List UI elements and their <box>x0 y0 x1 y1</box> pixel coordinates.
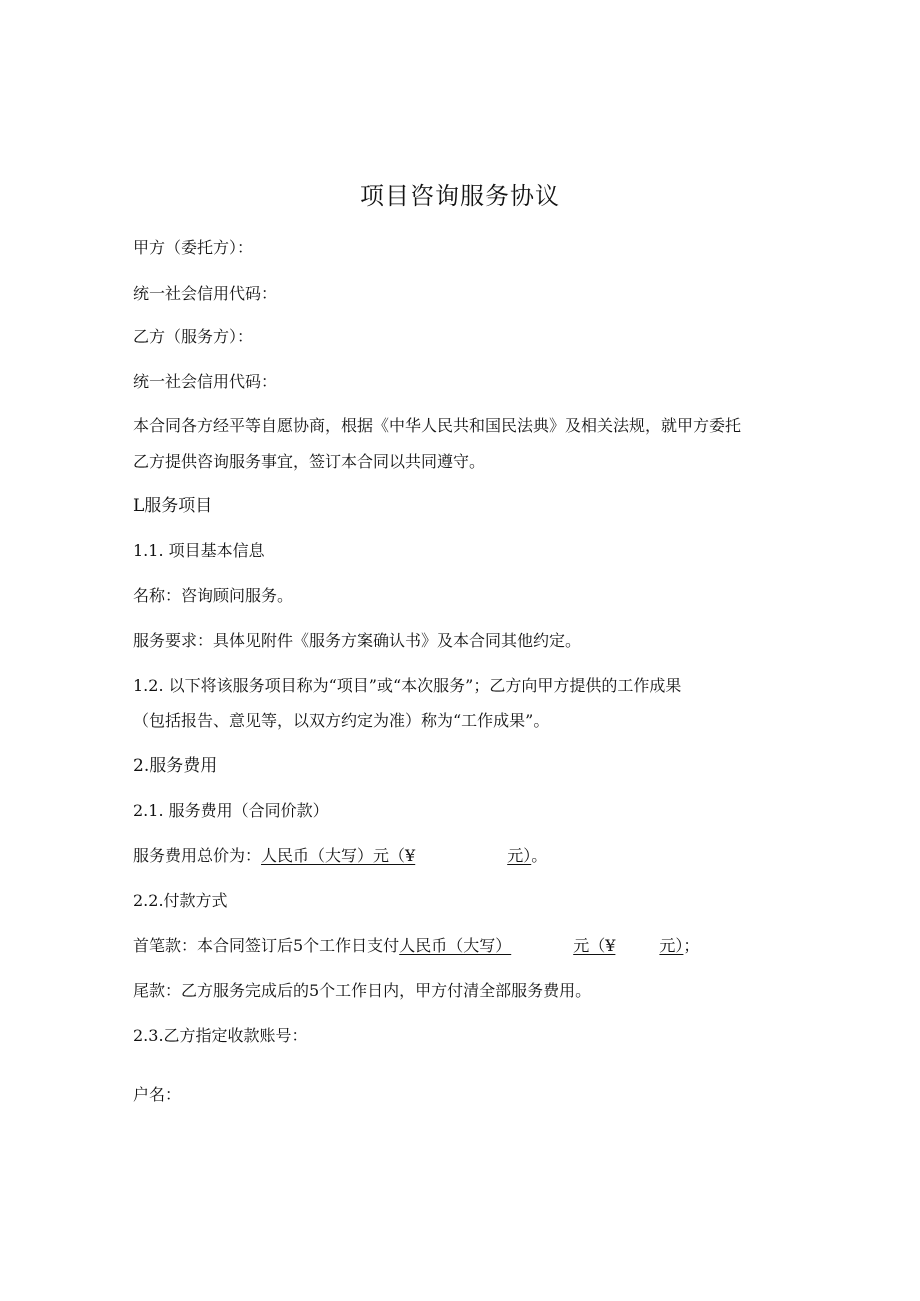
first-payment-blank[interactable] <box>399 936 683 955</box>
clause-1-2-line-1: 1.2. 以下将该服务项目称为“项目”或“本次服务”；乙方向甲方提供的工作成果 <box>133 676 682 695</box>
total-fee-suffix: 。 <box>531 846 548 865</box>
first-payment-yuan-label: 元（¥ <box>573 936 616 955</box>
service-name: 名称：咨询顾问服务。 <box>133 586 294 605</box>
total-fee-line <box>133 845 547 867</box>
intro-paragraph-line-1: 本合同各方经平等自愿协商，根据《中华人民共和国民法典》及相关法规，就甲方委托 <box>133 416 742 435</box>
final-payment: 尾款：乙方服务完成后的5个工作日内，甲方付清全部服务费用。 <box>133 981 592 1000</box>
party-b-label: 乙方（服务方）： <box>133 327 254 346</box>
document-title: 项目咨询服务协议 <box>360 182 560 210</box>
service-requirement: 服务要求：具体见附件《服务方案确认书》及本合同其他约定。 <box>133 631 582 650</box>
first-payment-suffix: ； <box>683 936 700 955</box>
clause-1-2-line-2: （包括报告、意见等，以双方约定为准）称为“工作成果”。 <box>133 711 550 730</box>
credit-code-b-label: 统一社会信用代码： <box>133 372 278 391</box>
intro-paragraph-line-2: 乙方提供咨询服务事宜，签订本合同以共同遵守。 <box>133 452 486 471</box>
total-fee-amount-label: 人民币（大写）元（¥ <box>261 846 416 865</box>
clause-2-1: 2.1. 服务费用（合同价款） <box>133 801 329 820</box>
first-payment-line <box>133 935 699 957</box>
total-fee-amount-close: 元） <box>507 846 532 865</box>
first-payment-yuan-close: 元） <box>659 936 684 955</box>
total-fee-blank[interactable] <box>261 846 531 865</box>
party-a-label: 甲方（委托方）： <box>133 238 254 257</box>
first-payment-rmb-label: 人民币（大写） <box>399 936 512 955</box>
clause-1-1: 1.1. 项目基本信息 <box>133 541 265 560</box>
credit-code-a-label: 统一社会信用代码： <box>133 284 278 303</box>
section-2-heading: 2.服务费用 <box>133 756 218 776</box>
clause-2-3: 2.3.乙方指定收款账号： <box>133 1026 308 1045</box>
first-payment-prefix: 首笔款：本合同签订后5个工作日支付 <box>133 936 400 955</box>
total-fee-prefix: 服务费用总价为： <box>133 846 262 865</box>
section-1-heading: L服务项目 <box>133 496 213 516</box>
account-name-label: 户名： <box>133 1085 182 1104</box>
clause-2-2: 2.2.付款方式 <box>133 891 228 910</box>
